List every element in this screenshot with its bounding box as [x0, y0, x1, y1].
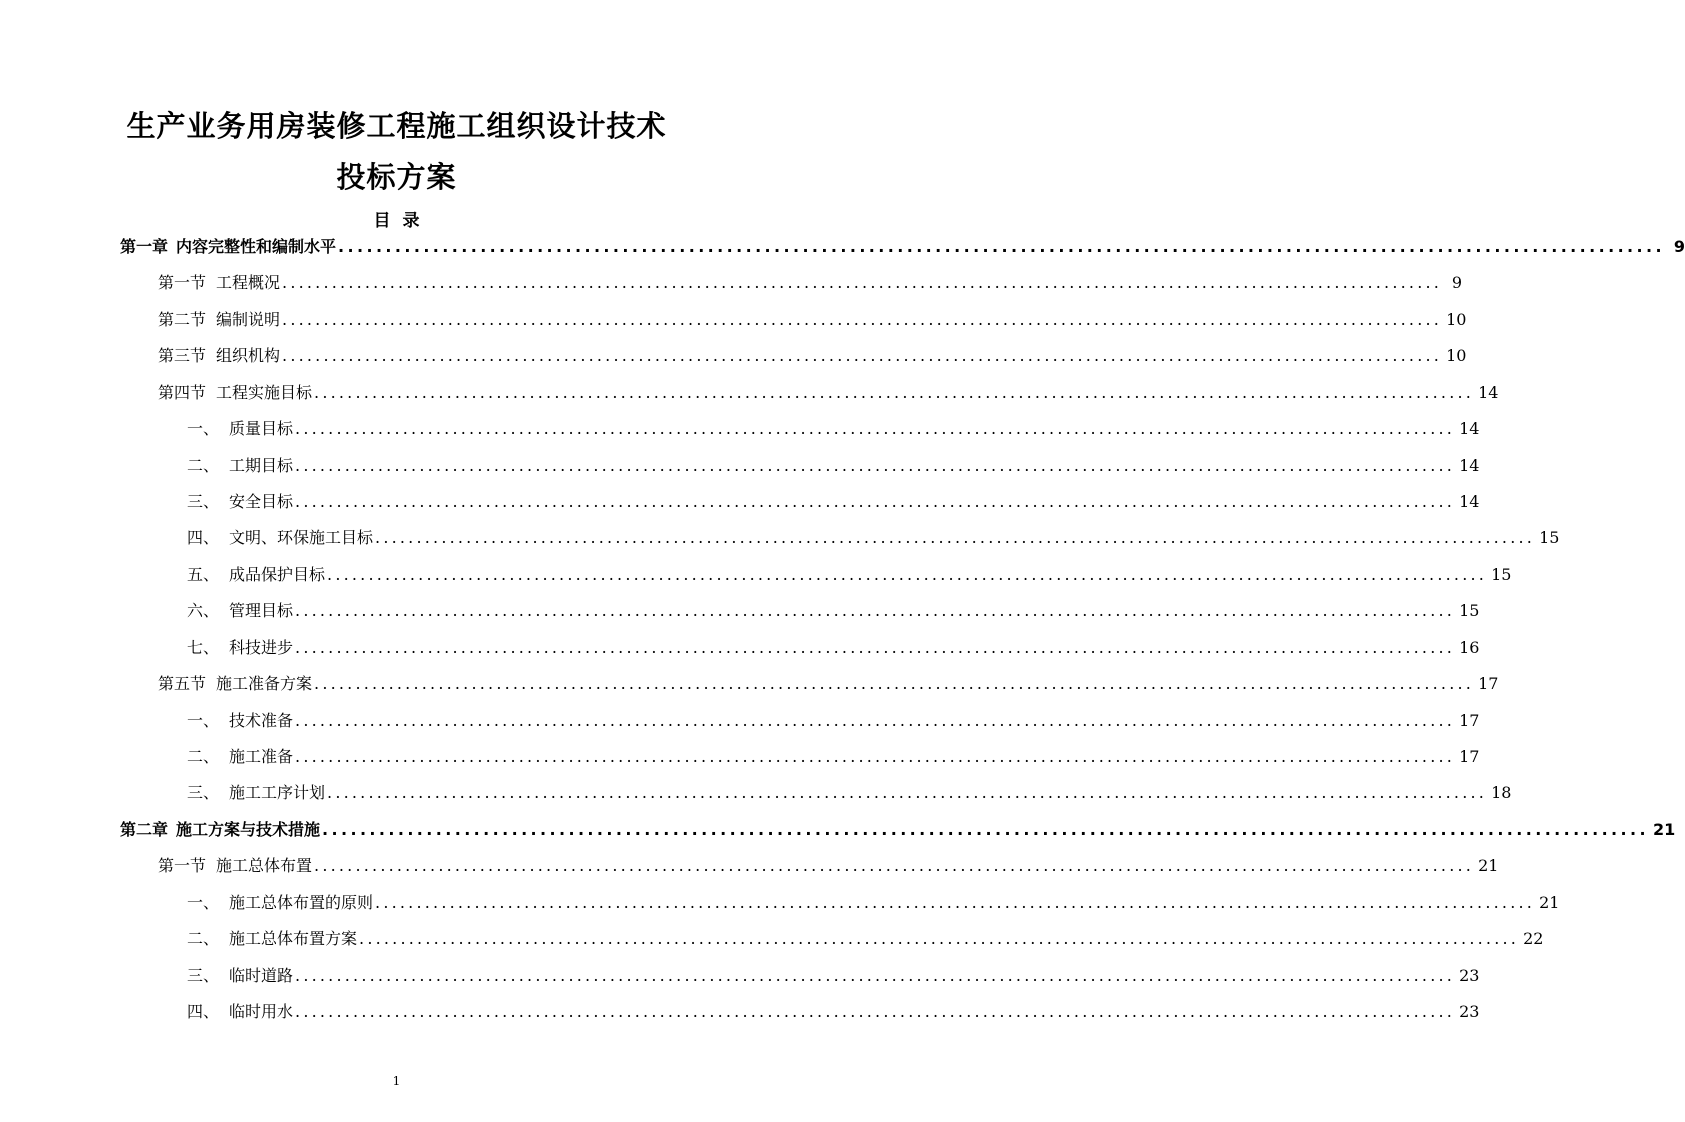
toc-entry-label: 施工准备	[229, 747, 294, 766]
toc-entry-label: 临时用水	[229, 1002, 294, 1021]
toc-dot-leader: ............................................................................................................................................	[338, 237, 1665, 256]
toc-entry-label: 质量目标	[229, 419, 294, 438]
toc-dot-leader: ............................................................................................................................................	[282, 346, 1443, 365]
toc-dot-leader: ............................................................................................................................................	[322, 820, 1649, 839]
toc-dot-leader: ............................................................................................................................................	[314, 383, 1475, 402]
toc-entry-page: 21	[1478, 856, 1499, 875]
toc-dot-leader: ............................................................................................................................................	[314, 856, 1475, 875]
toc-entry-number: 第一节	[158, 856, 207, 875]
toc-entry-label: 施工准备方案	[216, 674, 313, 693]
toc-entry-section[interactable]	[158, 854, 1499, 878]
toc-entry-chapter[interactable]	[120, 818, 1676, 842]
toc-entry-number: 二、	[187, 456, 220, 475]
toc-entry-item[interactable]	[187, 709, 1480, 733]
toc-entry-page: 14	[1478, 383, 1499, 402]
toc-dot-leader: ............................................................................................................................................	[375, 893, 1536, 912]
toc-dot-leader: ............................................................................................................................................	[295, 492, 1456, 511]
toc-entry-number: 五、	[187, 565, 220, 584]
toc-entry-page: 14	[1459, 419, 1480, 438]
toc-entry-label: 内容完整性和编制水平	[176, 237, 337, 256]
toc-entry-number: 一、	[187, 419, 220, 438]
toc-entry-label: 文明、环保施工目标	[229, 528, 374, 547]
toc-entry-number: 七、	[187, 638, 220, 657]
toc-entry-page: 9	[1451, 273, 1463, 292]
toc-entry-item[interactable]	[187, 454, 1480, 478]
toc-entry-number: 第五节	[158, 674, 207, 693]
toc-entry-label: 工期目标	[229, 456, 294, 475]
toc-entry-page: 15	[1459, 601, 1480, 620]
toc-entry-label: 安全目标	[229, 492, 294, 511]
document-title-line-2: 投标方案	[336, 160, 457, 194]
toc-entry-page: 23	[1459, 966, 1480, 985]
toc-entry-label: 施工总体布置的原则	[229, 893, 374, 912]
toc-entry-page: 17	[1478, 674, 1499, 693]
toc-entry-section[interactable]	[158, 271, 1463, 295]
toc-entry-number: 一、	[187, 893, 220, 912]
toc-dot-leader: ............................................................................................................................................	[295, 601, 1456, 620]
toc-entry-number: 第一节	[158, 273, 207, 292]
toc-entry-number: 三、	[187, 783, 220, 802]
toc-entry-item[interactable]	[187, 599, 1480, 623]
toc-dot-leader: ............................................................................................................................................	[327, 565, 1488, 584]
toc-entry-section[interactable]	[158, 344, 1467, 368]
toc-entry-item[interactable]	[187, 490, 1480, 514]
toc-entry-page: 10	[1446, 310, 1467, 329]
toc-entry-item[interactable]	[187, 417, 1480, 441]
toc-entry-label: 编制说明	[216, 310, 281, 329]
toc-entry-label: 科技进步	[229, 638, 294, 657]
toc-entry-page: 23	[1459, 1002, 1480, 1021]
toc-entry-page: 9	[1673, 237, 1685, 256]
toc-dot-leader: ............................................................................................................................................	[295, 456, 1456, 475]
toc-entry-number: 一、	[187, 711, 220, 730]
toc-entry-label: 施工总体布置	[216, 856, 313, 875]
toc-dot-leader: ............................................................................................................................................	[295, 966, 1456, 985]
toc-entry-page: 14	[1459, 492, 1480, 511]
toc-entry-item[interactable]	[187, 1000, 1480, 1024]
toc-entry-label: 成品保护目标	[229, 565, 326, 584]
toc-dot-leader: ............................................................................................................................................	[295, 747, 1456, 766]
toc-entry-chapter[interactable]	[120, 235, 1685, 259]
toc-heading: 目 录	[373, 211, 420, 231]
toc-entry-item[interactable]	[187, 964, 1480, 988]
toc-entry-section[interactable]	[158, 308, 1467, 332]
toc-entry-page: 15	[1539, 528, 1560, 547]
toc-entry-page: 22	[1523, 929, 1544, 948]
toc-entry-label: 施工总体布置方案	[229, 929, 358, 948]
page-number: 1	[392, 1074, 401, 1088]
toc-entry-page: 21	[1539, 893, 1560, 912]
toc-entry-item[interactable]	[187, 745, 1480, 769]
toc-entry-number: 四、	[187, 1002, 220, 1021]
toc-entry-page: 16	[1459, 638, 1480, 657]
toc-entry-page: 17	[1459, 747, 1480, 766]
toc-dot-leader: ............................................................................................................................................	[359, 929, 1520, 948]
toc-entry-section[interactable]	[158, 672, 1499, 696]
toc-entry-label: 工程实施目标	[216, 383, 313, 402]
toc-entry-label: 施工方案与技术措施	[176, 820, 321, 839]
toc-entry-label: 组织机构	[216, 346, 281, 365]
toc-entry-item[interactable]	[187, 927, 1544, 951]
toc-entry-number: 第二章	[120, 820, 169, 839]
toc-dot-leader: ............................................................................................................................................	[295, 638, 1456, 657]
toc-entry-number: 第二节	[158, 310, 207, 329]
toc-dot-leader: ............................................................................................................................................	[327, 783, 1488, 802]
toc-entry-page: 15	[1491, 565, 1512, 584]
toc-entry-label: 管理目标	[229, 601, 294, 620]
toc-entry-section[interactable]	[158, 381, 1499, 405]
toc-entry-number: 二、	[187, 747, 220, 766]
toc-entry-page: 14	[1459, 456, 1480, 475]
toc-entry-item[interactable]	[187, 781, 1512, 805]
toc-entry-number: 四、	[187, 528, 220, 547]
toc-dot-leader: ............................................................................................................................................	[282, 273, 1443, 292]
toc-entry-number: 二、	[187, 929, 220, 948]
toc-dot-leader: ............................................................................................................................................	[282, 310, 1443, 329]
toc-entry-page: 18	[1491, 783, 1512, 802]
toc-entry-item[interactable]	[187, 563, 1512, 587]
toc-entry-number: 第四节	[158, 383, 207, 402]
toc-dot-leader: ............................................................................................................................................	[295, 1002, 1456, 1021]
toc-dot-leader: ............................................................................................................................................	[295, 711, 1456, 730]
toc-entry-number: 六、	[187, 601, 220, 620]
toc-dot-leader: ............................................................................................................................................	[375, 528, 1536, 547]
toc-dot-leader: ............................................................................................................................................	[314, 674, 1475, 693]
toc-entry-number: 三、	[187, 966, 220, 985]
toc-dot-leader: ............................................................................................................................................	[295, 419, 1456, 438]
toc-entry-label: 工程概况	[216, 273, 281, 292]
toc-entry-number: 第三节	[158, 346, 207, 365]
document-title-line-1: 生产业务用房装修工程施工组织设计技术	[126, 109, 667, 143]
toc-entry-label: 施工工序计划	[229, 783, 326, 802]
toc-entry-number: 三、	[187, 492, 220, 511]
toc-entry-label: 临时道路	[229, 966, 294, 985]
toc-entry-page: 21	[1652, 820, 1676, 839]
toc-entry-page: 17	[1459, 711, 1480, 730]
toc-entry-label: 技术准备	[229, 711, 294, 730]
toc-entry-number: 第一章	[120, 237, 169, 256]
toc-entry-page: 10	[1446, 346, 1467, 365]
toc-entry-item[interactable]	[187, 636, 1480, 660]
toc-entry-item[interactable]	[187, 891, 1560, 915]
toc-entry-item[interactable]	[187, 526, 1560, 550]
